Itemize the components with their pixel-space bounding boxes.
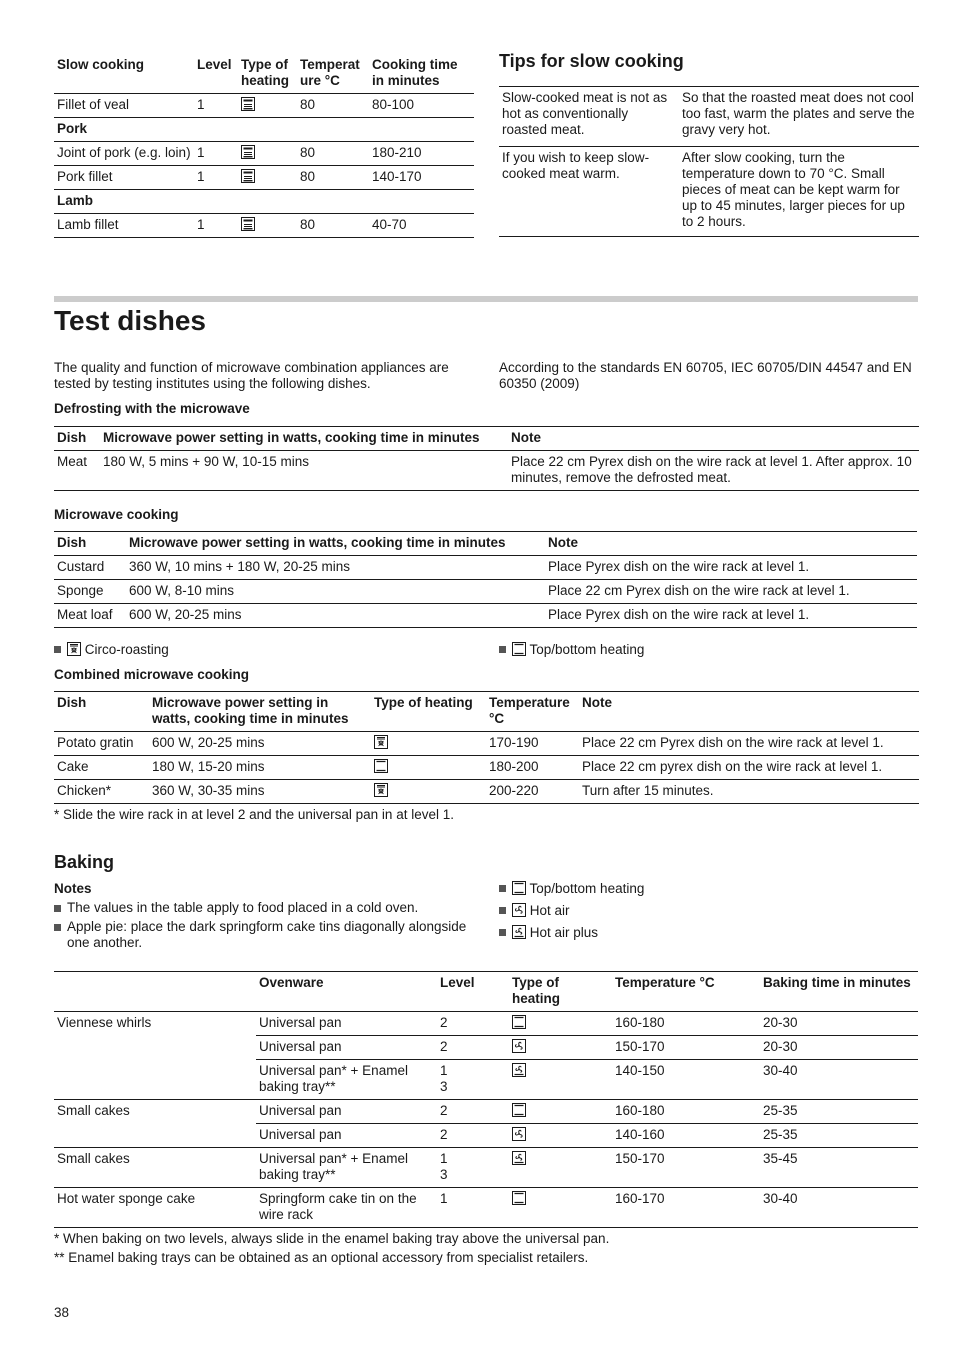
note-cell: Turn after 15 minutes. — [579, 780, 919, 804]
table-row — [54, 756, 919, 780]
power-cell: 600 W, 8-10 mins — [126, 580, 545, 604]
heating-cell — [509, 1188, 612, 1228]
tips-title: Tips for slow cooking — [499, 51, 684, 71]
heating-cell — [238, 94, 297, 118]
slow-cook-icon — [241, 217, 255, 231]
legend-item — [499, 903, 919, 919]
temperature-cell: 140-160 — [612, 1124, 760, 1148]
heating-cell — [238, 142, 297, 166]
top-bottom-heating-icon — [374, 759, 388, 773]
level-cell: 1 — [194, 214, 238, 238]
legend-label: Circo-roasting — [84, 642, 169, 657]
dish-cell: Cake — [54, 756, 149, 780]
temperature-cell: 160-170 — [612, 1188, 760, 1228]
legend-circo — [54, 642, 169, 658]
notes-title: Notes — [54, 881, 92, 896]
dish-cell: Hot water sponge cake — [54, 1188, 256, 1228]
time-cell: 30-40 — [760, 1060, 918, 1100]
heating-cell — [509, 1036, 612, 1060]
microwave-table — [54, 531, 917, 628]
note-cell: Place 22 cm Pyrex dish on the wire rack at level 1. After approx. 10 minutes, remove the defrosted meat. — [508, 451, 919, 491]
table-row — [54, 556, 917, 580]
temperature-cell: 160-180 — [612, 1100, 760, 1124]
dish-cell: Custard — [54, 556, 126, 580]
page-number: 38 — [54, 1305, 70, 1320]
table-row — [54, 604, 917, 628]
note-item — [54, 919, 474, 951]
heating-cell — [371, 780, 486, 804]
level-cell: 1 — [194, 166, 238, 190]
note-cell: Place Pyrex dish on the wire rack at level 1. — [545, 556, 917, 580]
column-header: Type of heating — [509, 972, 612, 1012]
tip-row — [499, 147, 919, 237]
slow-cook-icon — [241, 97, 255, 111]
note-text: The values in the table apply to food placed in a cold oven. — [67, 900, 419, 915]
top-bottom-heating-icon — [512, 1015, 526, 1029]
footnote: * When baking on two levels, always slide in the enamel baking tray above the universal pan. — [54, 1231, 610, 1246]
table-row — [54, 1100, 918, 1124]
heating-cell — [509, 1124, 612, 1148]
level-cell: 2 — [437, 1124, 509, 1148]
table-row — [54, 1012, 918, 1036]
combined-table — [54, 691, 919, 804]
table-row — [54, 214, 474, 238]
ovenware-cell: Universal pan* + Enamel baking tray** — [256, 1148, 437, 1188]
microwave-title: Microwave cooking — [54, 507, 179, 522]
hot-air-plus-icon — [512, 1151, 526, 1165]
column-header: Microwave power setting in watts, cooking time in minutes — [100, 427, 508, 451]
legend-topbottom — [499, 642, 644, 658]
ovenware-cell: Universal pan — [256, 1124, 437, 1148]
time-cell: 180-210 — [369, 142, 474, 166]
group-row — [54, 118, 474, 142]
defrost-table — [54, 426, 919, 491]
column-header: Note — [545, 532, 917, 556]
baking-legend — [499, 881, 919, 947]
time-cell: 140-170 — [369, 166, 474, 190]
tips-table — [499, 86, 919, 237]
level-cell: 1 — [194, 94, 238, 118]
combined-footnote: * Slide the wire rack in at level 2 and the universal pan in at level 1. — [54, 807, 454, 822]
intro-right: According to the standards EN 60705, IEC 60705/DIN 44547 and EN 60350 (2009) — [499, 360, 912, 391]
dish-cell: Chicken* — [54, 780, 149, 804]
circo-roasting-icon — [67, 642, 81, 656]
baking-section — [54, 971, 918, 1269]
level-cell: 1 — [194, 142, 238, 166]
dish-cell: Meat — [54, 451, 100, 491]
hot-air-icon — [512, 1127, 526, 1141]
table-row — [54, 580, 917, 604]
temperature-cell: 150-170 — [612, 1148, 760, 1188]
dish-cell: Meat loaf — [54, 604, 126, 628]
level-cell: 2 — [437, 1100, 509, 1124]
level-cell: 1 — [437, 1188, 509, 1228]
dish-cell: Viennese whirls — [54, 1012, 256, 1100]
intro-left: The quality and function of microwave combination appliances are tested by testing institutes using the following dishes. — [54, 360, 449, 391]
slow-cook-icon — [241, 169, 255, 183]
level-cell: 1 3 — [437, 1060, 509, 1100]
ovenware-cell: Springform cake tin on the wire rack — [256, 1188, 437, 1228]
group-row — [54, 190, 474, 214]
top-bottom-heating-icon — [512, 1191, 526, 1205]
tip-row — [499, 87, 919, 147]
tips-section — [499, 50, 919, 237]
tip-problem: Slow-cooked meat is not as hot as conventionally roasted meat. — [499, 87, 679, 147]
hot-air-icon — [512, 1039, 526, 1053]
dish-cell: Pork fillet — [54, 166, 194, 190]
table-row — [54, 451, 919, 491]
note-cell: Place 22 cm pyrex dish on the wire rack at level 1. — [579, 756, 919, 780]
tip-problem: If you wish to keep slow-cooked meat warm. — [499, 147, 679, 237]
ovenware-cell: Universal pan — [256, 1036, 437, 1060]
baking-table — [54, 971, 918, 1228]
ovenware-cell: Universal pan — [256, 1100, 437, 1124]
section-divider — [54, 296, 918, 302]
group-label: Lamb — [54, 190, 474, 214]
heating-cell — [238, 214, 297, 238]
top-bottom-heating-icon — [512, 1103, 526, 1117]
column-header: Slow cooking — [54, 54, 194, 94]
heating-cell — [509, 1100, 612, 1124]
tip-solution: After slow cooking, turn the temperature down to 70 °C. Small pieces of meat can be kept warm for up to 45 minutes, larger pieces for up to 2 hours. — [679, 147, 919, 237]
column-header: Note — [508, 427, 919, 451]
column-header: Microwave power setting in watts, cooking time in minutes — [149, 692, 371, 732]
level-cell: 2 — [437, 1012, 509, 1036]
column-header: Temperature °C — [486, 692, 579, 732]
baking-notes — [54, 881, 474, 954]
time-cell: 25-35 — [760, 1124, 918, 1148]
combined-section — [54, 667, 919, 823]
power-cell: 360 W, 30-35 mins — [149, 780, 371, 804]
heating-cell — [238, 166, 297, 190]
note-text: Apple pie: place the dark springform cake tins diagonally alongside one another. — [67, 919, 467, 950]
time-cell: 80-100 — [369, 94, 474, 118]
column-header — [54, 972, 256, 1012]
table-row — [54, 732, 919, 756]
level-cell: 2 — [437, 1036, 509, 1060]
column-header: Dish — [54, 427, 100, 451]
dish-cell: Fillet of veal — [54, 94, 194, 118]
temperature-cell: 200-220 — [486, 780, 579, 804]
legend-label: Top/bottom heating — [529, 642, 645, 657]
note-item — [54, 900, 474, 916]
dish-cell: Joint of pork (e.g. loin) — [54, 142, 194, 166]
top-bottom-heating-icon — [512, 881, 526, 895]
temperature-cell: 80 — [297, 166, 369, 190]
temperature-cell: 80 — [297, 94, 369, 118]
legend-item — [499, 881, 919, 897]
note-cell: Place Pyrex dish on the wire rack at level 1. — [545, 604, 917, 628]
temperature-cell: 140-150 — [612, 1060, 760, 1100]
column-header: Level — [437, 972, 509, 1012]
table-row — [54, 1148, 918, 1188]
dish-cell: Lamb fillet — [54, 214, 194, 238]
note-cell: Place 22 cm Pyrex dish on the wire rack at level 1. — [545, 580, 917, 604]
temperature-cell: 160-180 — [612, 1012, 760, 1036]
column-header: Temperature °C — [612, 972, 760, 1012]
slow-cook-icon — [241, 145, 255, 159]
circo-roasting-icon — [374, 735, 388, 749]
combined-title: Combined microwave cooking — [54, 667, 250, 682]
power-cell: 360 W, 10 mins + 180 W, 20-25 mins — [126, 556, 545, 580]
note-cell: Place 22 cm Pyrex dish on the wire rack at level 1. — [579, 732, 919, 756]
table-row — [54, 780, 919, 804]
time-cell: 30-40 — [760, 1188, 918, 1228]
microwave-section — [54, 507, 917, 628]
column-header: Microwave power setting in watts, cooking time in minutes — [126, 532, 545, 556]
baking-title: Baking — [54, 852, 115, 872]
circo-roasting-icon — [374, 783, 388, 797]
heating-cell — [371, 732, 486, 756]
legend-item — [499, 925, 919, 941]
footnote: ** Enamel baking trays can be obtained as an optional accessory from specialist retailers. — [54, 1250, 589, 1265]
power-cell: 600 W, 20-25 mins — [126, 604, 545, 628]
power-cell: 600 W, 20-25 mins — [149, 732, 371, 756]
heating-cell — [509, 1060, 612, 1100]
temperature-cell: 80 — [297, 142, 369, 166]
temperature-cell: 150-170 — [612, 1036, 760, 1060]
table-row — [54, 94, 474, 118]
power-cell: 180 W, 15-20 mins — [149, 756, 371, 780]
slow-cooking-table — [54, 54, 474, 238]
time-cell: 20-30 — [760, 1036, 918, 1060]
temperature-cell: 180-200 — [486, 756, 579, 780]
dish-cell: Sponge — [54, 580, 126, 604]
heating-cell — [509, 1012, 612, 1036]
legend-label: Hot air — [529, 903, 570, 918]
tip-solution: So that the roasted meat does not cool too fast, warm the plates and serve the gravy very hot. — [679, 87, 919, 147]
temperature-cell: 170-190 — [486, 732, 579, 756]
table-row — [54, 166, 474, 190]
heating-cell — [509, 1148, 612, 1188]
slow-cooking-section — [54, 54, 474, 238]
ovenware-cell: Universal pan — [256, 1012, 437, 1036]
dish-cell: Potato gratin — [54, 732, 149, 756]
top-bottom-heating-icon — [512, 642, 526, 656]
hot-air-plus-icon — [512, 1063, 526, 1077]
defrost-title: Defrosting with the microwave — [54, 401, 250, 416]
defrost-section — [54, 401, 919, 491]
column-header: Note — [579, 692, 919, 732]
column-header: Dish — [54, 692, 149, 732]
heating-cell — [371, 756, 486, 780]
time-cell: 35-45 — [760, 1148, 918, 1188]
level-cell: 1 3 — [437, 1148, 509, 1188]
hot-air-plus-icon — [512, 925, 526, 939]
time-cell: 20-30 — [760, 1012, 918, 1036]
dish-cell: Small cakes — [54, 1100, 256, 1148]
time-cell: 40-70 — [369, 214, 474, 238]
legend-label: Top/bottom heating — [529, 881, 645, 896]
column-header: Level — [194, 54, 238, 94]
column-header: Ovenware — [256, 972, 437, 1012]
ovenware-cell: Universal pan* + Enamel baking tray** — [256, 1060, 437, 1100]
power-cell: 180 W, 5 mins + 90 W, 10-15 mins — [100, 451, 508, 491]
column-header: Type of heating — [371, 692, 486, 732]
page-title: Test dishes — [54, 305, 206, 336]
legend-label: Hot air plus — [529, 925, 599, 940]
time-cell: 25-35 — [760, 1100, 918, 1124]
group-label: Pork — [54, 118, 474, 142]
column-header: Baking time in minutes — [760, 972, 918, 1012]
temperature-cell: 80 — [297, 214, 369, 238]
column-header: Cooking time in minutes — [369, 54, 474, 94]
column-header: Type of heating — [238, 54, 297, 94]
table-row — [54, 142, 474, 166]
column-header: Dish — [54, 532, 126, 556]
hot-air-icon — [512, 903, 526, 917]
column-header: Temperat ure °C — [297, 54, 369, 94]
table-row — [54, 1188, 918, 1228]
dish-cell: Small cakes — [54, 1148, 256, 1188]
